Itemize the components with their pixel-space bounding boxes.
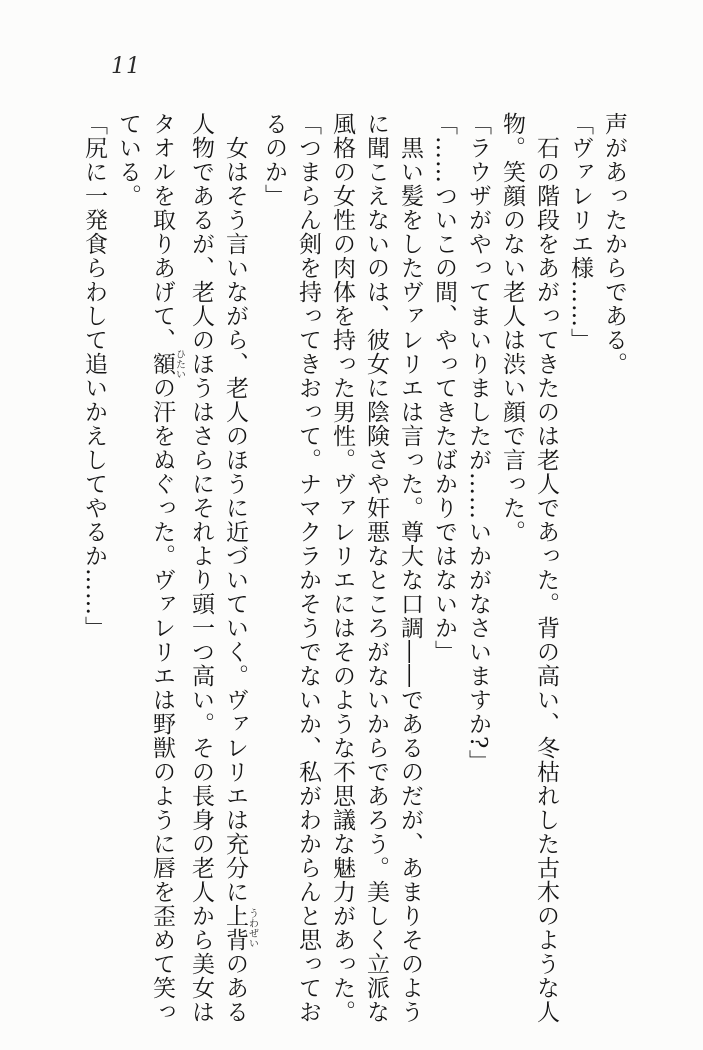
text-line: 「つまらん剣を持ってきおって。ナマクラかそうでないか、私がわからんと思ってお (295, 112, 321, 1024)
text-line: 風格の女性の肉体を持った男性。ヴァレリエにはそのような不思議な魅力があった。 (329, 112, 355, 1024)
page-text (77, 112, 631, 1044)
text-line: 「ヴァレリエ様……」 (567, 112, 593, 352)
text-line: 「……ついこの間、やってきたばかりではないか」 (431, 112, 457, 664)
text-line: 石の階段をあがってきたのは老人であった。背の高い、冬枯れした古木のような人 (533, 136, 559, 1024)
text-line: 人物であるが、老人のほうはさらにそれより頭一つ高い。その長身の老人から美女は (188, 112, 214, 1024)
text-line: に聞こえないのは、彼女に陰険さや奸悪なところがないからであろう。美しく立派な (363, 112, 389, 1024)
ruby-annotated-word: 額ひたい (149, 349, 185, 379)
text-line: ている。 (115, 112, 141, 208)
text-line: 「尻に一発食らわして追いかえしてやるか……」 (81, 112, 107, 640)
text-line: 「ラウザがやってまいりましたが……いかがなさいますか?」 (465, 112, 491, 774)
text-line: 女はそう言いながら、老人のほうに近づいていく。ヴァレリエは充分に上背うわぜいのある (222, 136, 258, 1024)
text-line: タオルを取りあげて、額ひたいの汗をぬぐった。ヴァレリエは野獣のように唇を歪めて笑っ (149, 112, 185, 1024)
text-line: るのか」 (261, 112, 287, 208)
page-number: 11 (111, 54, 141, 79)
text-line: 声があったからである。 (601, 112, 627, 376)
text-line: 黒い髪をしたヴァレリエは言った。尊大な口調――であるのだが、あまりそのよう (397, 136, 423, 1024)
text-line: 物。笑顔のない老人は渋い顔で言った。 (499, 112, 525, 544)
ruby-annotated-word: 上背うわぜい (222, 904, 258, 952)
